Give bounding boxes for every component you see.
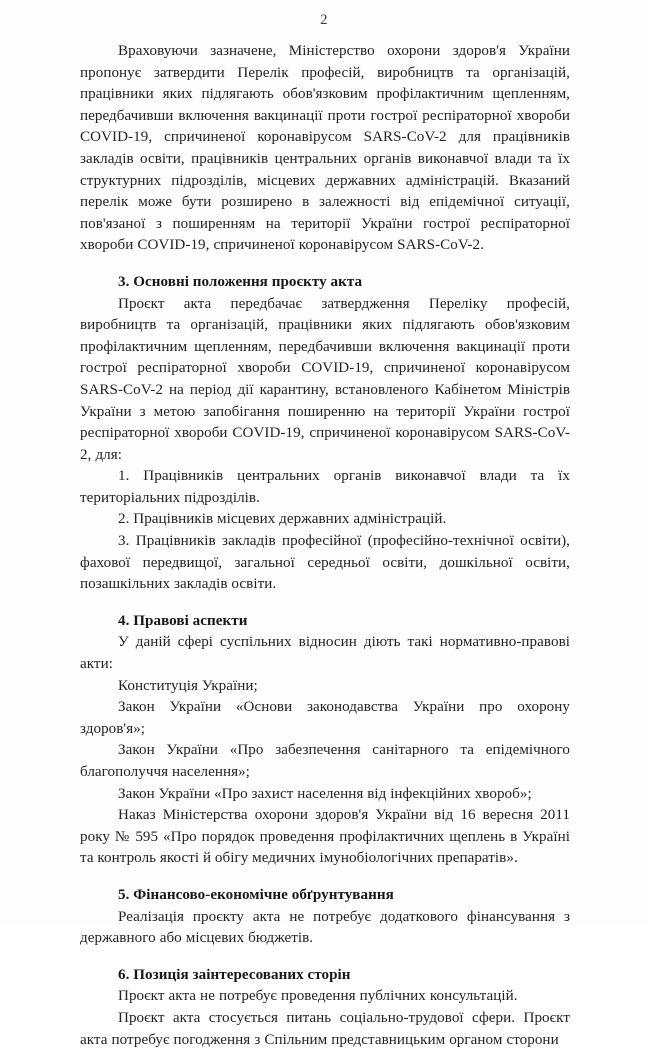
list-item: 1. Працівників центральних органів виконавчої влади та їх територіальних підрозділів. <box>80 468 570 506</box>
page-content <box>80 41 570 1051</box>
intro-paragraph: Враховуючи зазначене, Міністерство охорони здоров'я України пропонує затвердити Перелік професій, виробництв та організацій, працівники яких підлягають обов'язковим профілактичним щепленням, передбачивши включення вакцинації проти гострої респіраторної хвороби COVID-19, спричиненої коронавірусом SARS-CoV-2 для працівників закладів освіти, працівників центральних органів виконавчої влади та їх структурних підрозділів, місцевих державних адміністрацій. Вказаний перелік може бути розширено в залежності від епідемічної ситуації, пов'язаної з поширенням на території України гострої респіраторної хвороби COVID-19, спричиненої коронавірусом SARS-CoV-2. <box>80 43 570 254</box>
list-item: Конституція України; <box>118 677 258 694</box>
list-item: Закон України «Про забезпечення санітарного та епідемічного благополуччя населення»; <box>80 742 570 780</box>
section-4-intro: У даній сфері суспільних відносин діють такі нормативно-правові акти: <box>80 634 570 673</box>
section-heading-6: 6. Позиція заінтересованих сторін <box>118 966 351 983</box>
list-item: Закон України «Про захист населення від інфекційних хвороб»; <box>118 785 532 802</box>
list-item: 2. Працівників місцевих державних адміністрацій. <box>118 511 447 528</box>
list-item: 3. Працівників закладів професійної (професійно-технічної освіти), фахової передвищої, загальної середньої освіти, дошкільної освіти, позашкільних закладів освіти. <box>80 533 570 593</box>
section-6-intro: Проєкт акта не потребує проведення публічних консультацій. <box>118 988 518 1005</box>
spacer <box>80 870 570 885</box>
section-heading-5: 5. Фінансово-економічне обґрунтування <box>118 886 394 903</box>
section-3-intro: Проєкт акта передбачає затвердження Переліку професій, виробництв та організацій, працівники яких підлягають обов'язковим профілактичним щепленням, передбачивши включення вакцинації проти гострої респіраторної хвороби COVID-19, спричиненої коронавірусом SARS-CoV-2 на період дії карантину, встановленого Кабінетом Міністрів України з метою запобігання поширенню на території України гострої респіраторної хвороби COVID-19, спричиненої коронавірусом SARS-CoV-2, для: <box>80 295 570 463</box>
section-6-continuation: Проєкт акта стосується питань соціально-трудової сфери. Проєкт акта потребує погодження з Спільним представницьким органом сторони <box>80 1009 570 1048</box>
section-heading-4: 4. Правові аспекти <box>118 612 248 629</box>
page-number: 2 <box>320 12 328 28</box>
spacer <box>80 596 570 611</box>
spacer <box>80 257 570 272</box>
list-item: Закон України «Основи законодавства України про охорону здоров'я»; <box>80 699 570 737</box>
list-item: Наказ Міністерства охорони здоров'я України від 16 вересня 2011 року № 595 «Про порядок проведення профілактичних щеплень в Україні та контроль якості й обігу медичних імунобіологічних препаратів». <box>80 807 570 867</box>
section-5-intro: Реалізація проєкту акта не потребує додаткового фінансування з державного або місцевих бюджетів. <box>80 908 570 947</box>
spacer <box>80 950 570 965</box>
section-heading-3: 3. Основні положення проєкту акта <box>118 273 363 290</box>
